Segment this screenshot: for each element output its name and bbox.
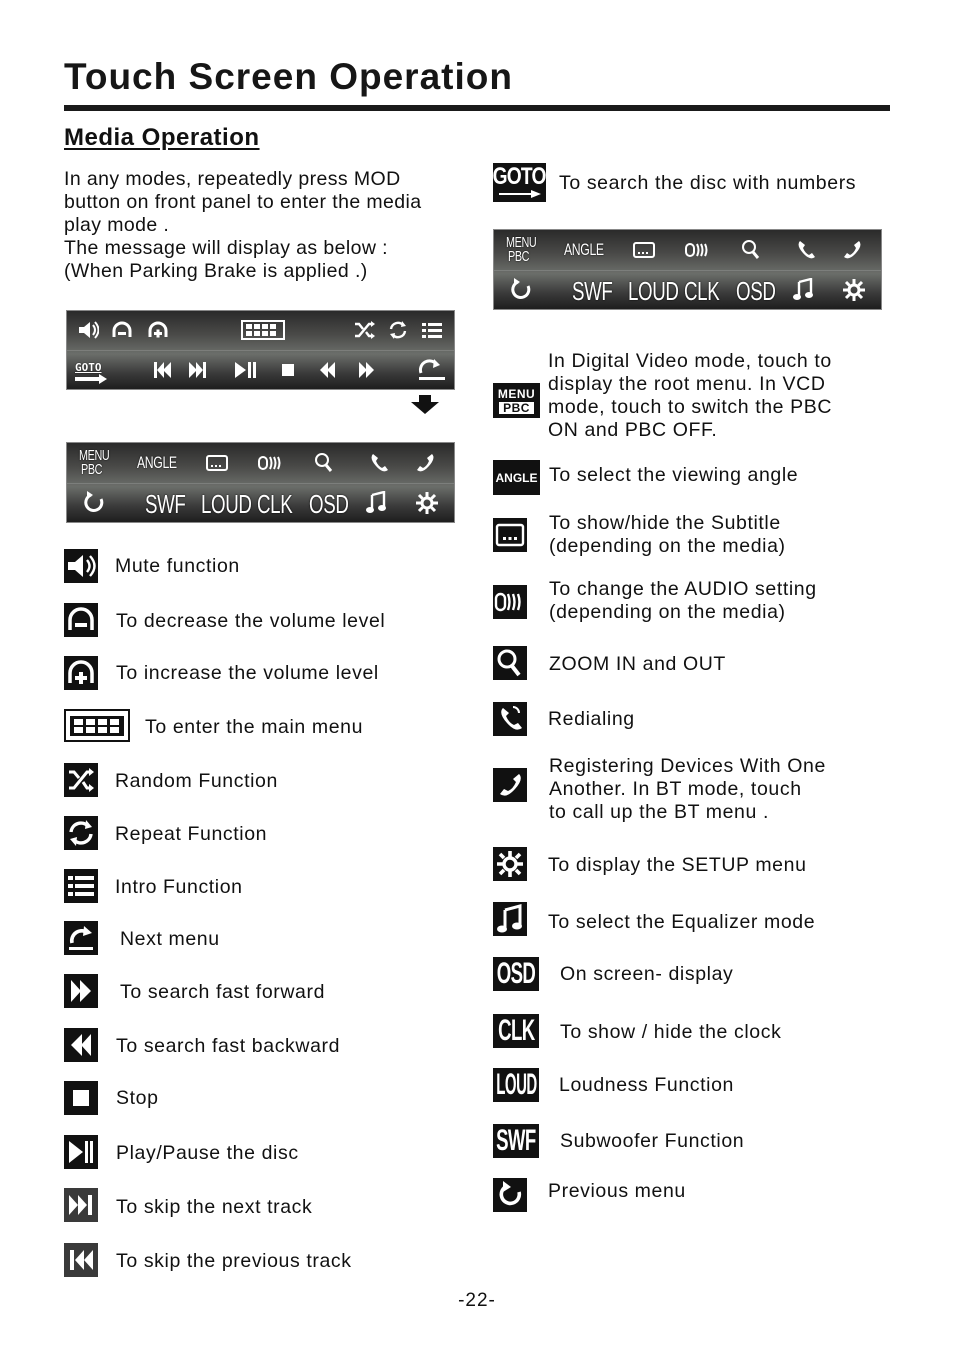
osd-icon — [493, 957, 539, 991]
swf-icon-label: SWF — [496, 1124, 536, 1157]
osd-icon-label: OSD — [496, 957, 536, 990]
angle-label[interactable]: ANGLE — [564, 240, 604, 259]
equalizer-description: To select the Equalizer mode — [548, 911, 816, 933]
repeat-icon[interactable] — [387, 319, 409, 341]
zoom-description: ZOOM IN and OUT — [549, 653, 726, 675]
next-menu-icon[interactable] — [417, 357, 447, 383]
pbc-label[interactable]: PBC — [508, 248, 530, 265]
mute-description: Mute function — [115, 555, 240, 577]
angle-icon — [493, 460, 540, 495]
zoom-icon[interactable] — [313, 451, 335, 475]
osd-description: On screen- display — [560, 963, 734, 985]
menu-label[interactable]: MENU — [506, 234, 537, 251]
redial-icon — [493, 702, 527, 736]
subtitle-description — [549, 512, 786, 558]
volume-down-icon[interactable] — [111, 319, 133, 341]
play-pause-icon — [64, 1135, 98, 1169]
loud-description: Loudness Function — [559, 1074, 734, 1096]
menu-icon-label: MENU — [497, 386, 536, 401]
menu-pbc-line: In Digital Video mode, touch to — [548, 350, 832, 372]
next-menu-description: Next menu — [120, 928, 220, 950]
angle-description: To select the viewing angle — [549, 464, 799, 486]
menu-pbc-line: mode, touch to switch the PBC — [548, 396, 833, 418]
loud-icon-label: LOUD — [495, 1068, 537, 1101]
equalizer-icon[interactable] — [365, 491, 387, 515]
next-menu-icon — [64, 921, 98, 955]
video-control-panel-right — [493, 229, 882, 310]
intro-line: The message will display as below : — [64, 237, 388, 259]
previous-menu-icon[interactable] — [508, 278, 534, 302]
volume-down-description: To decrease the volume level — [116, 610, 386, 632]
media-control-panel — [66, 310, 455, 390]
bt-line: Another. In BT mode, touch — [549, 778, 802, 800]
intro-icon — [64, 869, 98, 903]
swf-description: Subwoofer Function — [560, 1130, 745, 1152]
fast-forward-icon — [64, 974, 98, 1008]
bt-line: Registering Devices With One — [549, 755, 826, 777]
mute-icon[interactable] — [77, 319, 99, 341]
video-control-panel — [66, 442, 455, 523]
page-title: Touch Screen Operation — [64, 56, 513, 97]
stop-icon[interactable] — [279, 361, 297, 379]
goto-icon — [493, 163, 546, 202]
setup-gear-icon — [493, 847, 527, 881]
osd-label[interactable]: OSD — [736, 276, 776, 306]
swf-label[interactable]: SWF — [572, 276, 613, 306]
bt-phone-icon — [493, 768, 527, 802]
fast-forward-icon[interactable] — [355, 359, 377, 381]
zoom-icon[interactable] — [740, 238, 762, 262]
audio-icon[interactable] — [684, 240, 712, 260]
next-track-icon — [64, 1188, 98, 1222]
volume-up-icon — [64, 656, 98, 690]
goto-icon-label: GOTO — [493, 163, 546, 190]
clk-description: To show / hide the clock — [560, 1021, 782, 1043]
goto-label[interactable]: GOTO — [75, 361, 102, 374]
fast-backward-description: To search fast backward — [116, 1035, 341, 1057]
pbc-label[interactable]: PBC — [81, 461, 103, 478]
intro-description: Intro Function — [115, 876, 243, 898]
angle-icon-label: ANGLE — [495, 470, 538, 485]
intro-line: button on front panel to enter the media — [64, 191, 422, 213]
main-menu-description: To enter the main menu — [145, 716, 364, 738]
menu-pbc-icon — [493, 383, 540, 418]
zoom-icon — [493, 646, 527, 680]
goto-arrow-icon — [75, 374, 109, 384]
prev-track-description: To skip the previous track — [116, 1250, 352, 1272]
main-menu-icon — [64, 709, 130, 742]
subtitle-icon[interactable] — [632, 240, 656, 260]
volume-up-description: To increase the volume level — [116, 662, 379, 684]
audio-line: To change the AUDIO setting — [549, 578, 817, 600]
goto-description: To search the disc with numbers — [559, 172, 857, 194]
bt-description — [549, 755, 826, 824]
panel-divider — [67, 483, 454, 484]
panel-divider — [67, 350, 454, 351]
next-track-description: To skip the next track — [116, 1196, 313, 1218]
setup-description: To display the SETUP menu — [548, 854, 807, 876]
clk-label[interactable]: CLK — [684, 276, 720, 306]
audio-description — [549, 578, 817, 624]
stop-icon — [64, 1081, 98, 1115]
previous-menu-description: Previous menu — [548, 1180, 686, 1202]
pbc-icon-label: PBC — [499, 402, 534, 414]
subtitle-icon — [493, 518, 527, 552]
prev-track-icon[interactable] — [151, 359, 173, 381]
clk-label[interactable]: CLK — [257, 489, 293, 519]
angle-label[interactable]: ANGLE — [137, 453, 177, 472]
stop-description: Stop — [116, 1087, 159, 1109]
volume-down-icon — [64, 603, 98, 637]
bt-phone-icon[interactable] — [413, 451, 437, 475]
previous-menu-icon[interactable] — [81, 491, 107, 515]
audio-line: (depending on the media) — [549, 601, 786, 623]
audio-icon[interactable] — [257, 453, 285, 473]
repeat-description: Repeat Function — [115, 823, 268, 845]
clk-icon — [493, 1014, 539, 1048]
loud-icon — [493, 1068, 539, 1102]
setup-gear-icon[interactable] — [415, 491, 439, 515]
redial-icon[interactable] — [794, 238, 818, 262]
random-icon — [64, 763, 98, 797]
clk-icon-label: CLK — [497, 1014, 535, 1047]
main-menu-icon[interactable] — [241, 319, 285, 341]
bt-phone-icon[interactable] — [840, 238, 864, 262]
down-arrow-icon — [411, 402, 439, 414]
setup-gear-icon[interactable] — [842, 278, 866, 302]
loud-label[interactable]: LOUD — [628, 276, 679, 306]
mute-icon — [64, 549, 98, 583]
page-number: -22- — [458, 1290, 496, 1311]
subtitle-line: (depending on the media) — [549, 535, 786, 557]
repeat-icon — [64, 816, 98, 850]
osd-label[interactable]: OSD — [309, 489, 349, 519]
random-description: Random Function — [115, 770, 278, 792]
fast-backward-icon — [64, 1028, 98, 1062]
menu-pbc-line: ON and PBC OFF. — [548, 419, 718, 441]
swf-label[interactable]: SWF — [145, 489, 186, 519]
redial-description: Redialing — [548, 708, 635, 730]
intro-icon[interactable] — [421, 319, 443, 341]
menu-pbc-line: display the root menu. In VCD — [548, 373, 826, 395]
panel-divider — [494, 270, 881, 271]
equalizer-icon[interactable] — [792, 278, 814, 302]
volume-up-icon[interactable] — [147, 319, 169, 341]
fast-backward-icon[interactable] — [317, 359, 339, 381]
equalizer-icon — [493, 902, 527, 936]
subtitle-line: To show/hide the Subtitle — [549, 512, 781, 534]
intro-line: (When Parking Brake is applied .) — [64, 260, 368, 282]
redial-icon[interactable] — [367, 451, 391, 475]
audio-icon — [493, 585, 527, 619]
menu-label[interactable]: MENU — [79, 447, 110, 464]
section-title: Media Operation — [64, 124, 260, 151]
random-icon[interactable] — [353, 319, 375, 341]
menu-pbc-description — [548, 350, 832, 442]
previous-menu-icon — [493, 1178, 527, 1212]
bt-line: to call up the BT menu . — [549, 801, 769, 823]
intro-line: play mode . — [64, 214, 170, 236]
intro-text — [64, 168, 464, 283]
fast-forward-description: To search fast forward — [120, 981, 326, 1003]
prev-track-icon — [64, 1243, 98, 1277]
intro-line: In any modes, repeatedly press MOD — [64, 168, 401, 190]
play-pause-icon[interactable] — [233, 359, 257, 381]
next-track-icon[interactable] — [187, 359, 209, 381]
title-rule — [64, 105, 890, 111]
subtitle-icon[interactable] — [205, 453, 229, 473]
swf-icon — [493, 1124, 539, 1158]
loud-label[interactable]: LOUD — [201, 489, 252, 519]
play-pause-description: Play/Pause the disc — [116, 1142, 299, 1164]
